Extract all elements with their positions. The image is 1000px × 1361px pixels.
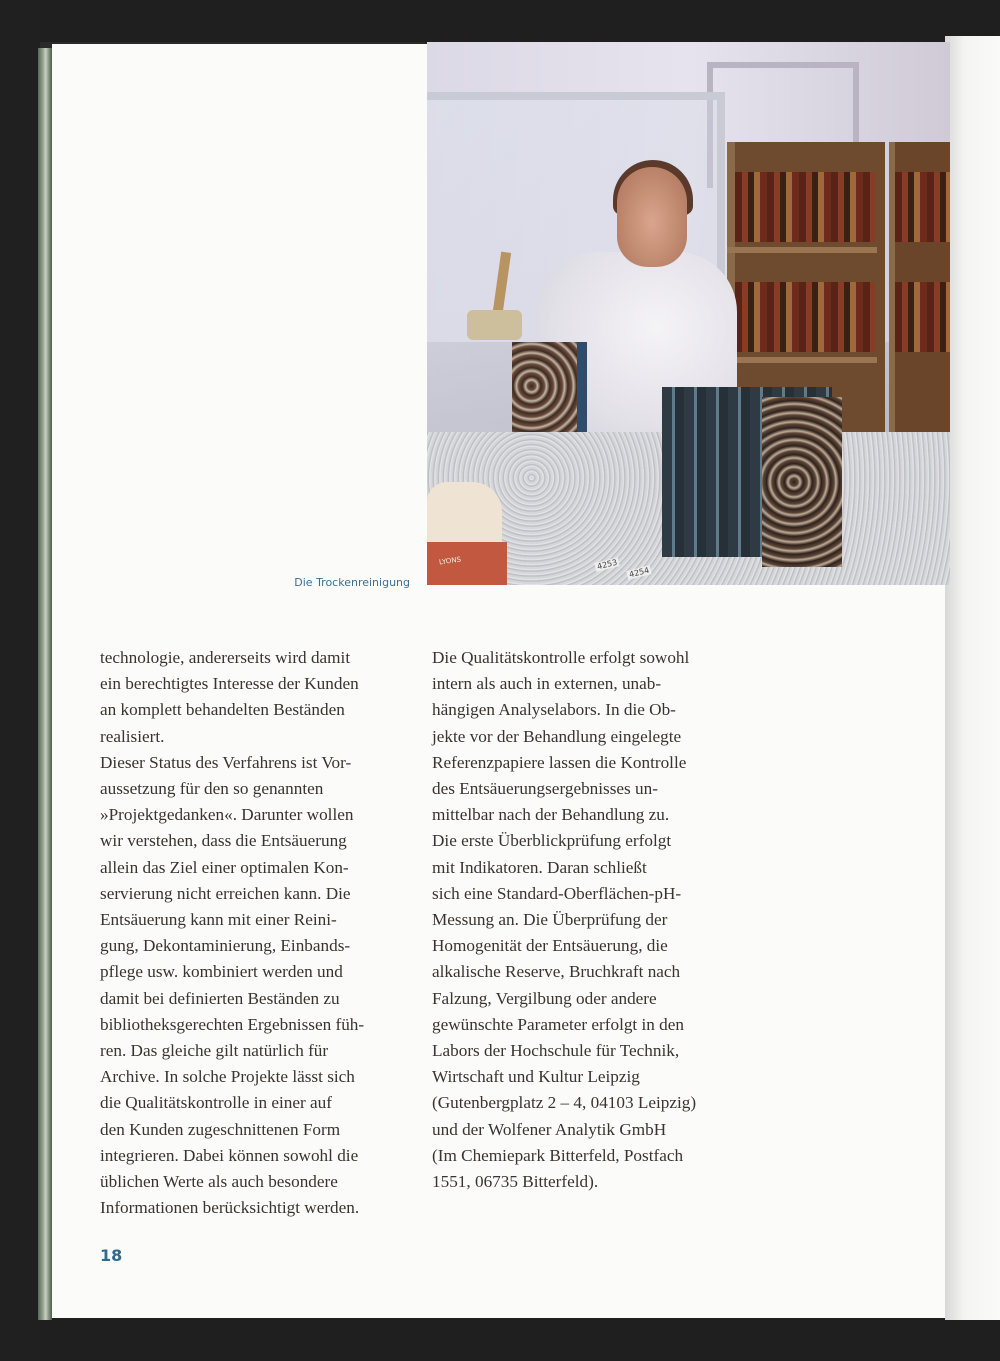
text-line: mittelbar nach der Behandlung zu. [432, 805, 670, 825]
text-line: intern als auch in externen, unab- [432, 674, 662, 694]
scanner-background-bottom [0, 1318, 1000, 1361]
text-line: den Kunden zugeschnittenen Form [100, 1119, 341, 1139]
photo-marbled-book-front [762, 397, 842, 567]
text-line: integrieren. Dabei können sowohl die [100, 1145, 359, 1165]
page-number: 18 [100, 1246, 123, 1265]
text-line: jekte vor der Behandlung eingelegte [432, 726, 682, 746]
text-line: gewünschte Parameter erfolgt in den [432, 1014, 684, 1034]
photo-shelf-books [735, 172, 875, 242]
photo-caption: Die Trockenreinigung [294, 576, 410, 589]
text-line: Falzung, Vergilbung oder andere [432, 988, 657, 1008]
text-line: hängigen Analyselabors. In die Ob- [432, 700, 676, 720]
photo-worker-face [617, 167, 687, 267]
text-line: 1551, 06735 Bitterfeld). [432, 1172, 599, 1192]
text-line: ein berechtigtes Interesse der Kunden [100, 674, 359, 694]
text-line: Messung an. Die Überprüfung der [432, 910, 668, 930]
text-line: des Entsäuerungsergebnisses un- [432, 779, 658, 799]
text-line: Die Qualitätskontrolle erfolgt sowohl [432, 648, 690, 667]
text-column-right [432, 645, 752, 1195]
facing-page-edge [945, 36, 1000, 1320]
photo-shelf-board [727, 357, 877, 363]
scanner-background-top [0, 0, 1000, 42]
text-column-left [100, 645, 405, 1221]
text-line: Referenzpapiere lassen die Kontrolle [432, 752, 687, 772]
text-line: (Gutenbergplatz 2 – 4, 04103 Leipzig) [432, 1093, 697, 1113]
text-line: an komplett behandelten Beständen [100, 700, 345, 720]
photo-shelf-books [895, 282, 950, 352]
text-line: Die erste Überblickprüfung erfolgt [432, 831, 672, 851]
photo-shelf-books [895, 172, 950, 242]
text-line: üblichen Werte als auch besondere [100, 1172, 338, 1192]
text-line: ren. Das gleiche gilt natürlich für [100, 1041, 329, 1061]
photo-brush [467, 310, 522, 340]
text-line: technologie, andererseits wird damit [100, 648, 351, 667]
text-line: gung, Dekontaminierung, Einbands- [100, 936, 351, 956]
book-spine-edge [38, 48, 52, 1320]
text-line: »Projektgedanken«. Darunter wollen [100, 805, 354, 825]
text-line: die Qualitätskontrolle in einer auf [100, 1093, 332, 1113]
text-line: servierung nicht erreichen kann. Die [100, 883, 351, 903]
text-line: Homogenität der Entsäuerung, die [432, 936, 668, 956]
photo-dry-cleaning [427, 42, 950, 585]
photo-shelf-label: 4254 [628, 565, 651, 580]
text-line: wir verstehen, dass die Entsäuerung [100, 831, 347, 851]
text-line: Labors der Hochschule für Technik, [432, 1041, 680, 1061]
scanner-background-left [0, 0, 40, 1361]
text-line: allein das Ziel einer optimalen Kon- [100, 857, 349, 877]
photo-shelf-books [735, 282, 875, 352]
text-line: damit bei definierten Beständen zu [100, 988, 340, 1008]
text-line: pflege usw. kombiniert werden und [100, 962, 343, 982]
photo-shelf-board [727, 247, 877, 253]
text-line: Informationen berücksichtigt werden. [100, 1198, 360, 1218]
text-line: Archive. In solche Projekte lässt sich [100, 1067, 355, 1087]
text-line: Entsäuerung kann mit einer Reini- [100, 910, 337, 930]
text-line: realisiert. [100, 726, 165, 746]
text-line: bibliotheksgerechten Ergebnissen füh- [100, 1014, 365, 1034]
text-line: mit Indikatoren. Daran schließt [432, 857, 647, 877]
text-line: aussetzung für den so genannten [100, 779, 324, 799]
text-line: Dieser Status des Verfahrens ist Vor- [100, 752, 352, 772]
photo-box-label: LYONS [438, 555, 462, 567]
text-line: und der Wolfener Analytik GmbH [432, 1119, 667, 1139]
photo-shelf-label: 4253 [596, 557, 619, 572]
text-line: Wirtschaft und Kultur Leipzig [432, 1067, 640, 1087]
text-line: (Im Chemiepark Bitterfeld, Postfach [432, 1145, 684, 1165]
text-line: sich eine Standard-Oberflächen-pH- [432, 883, 682, 903]
text-line: alkalische Reserve, Bruchkraft nach [432, 962, 681, 982]
